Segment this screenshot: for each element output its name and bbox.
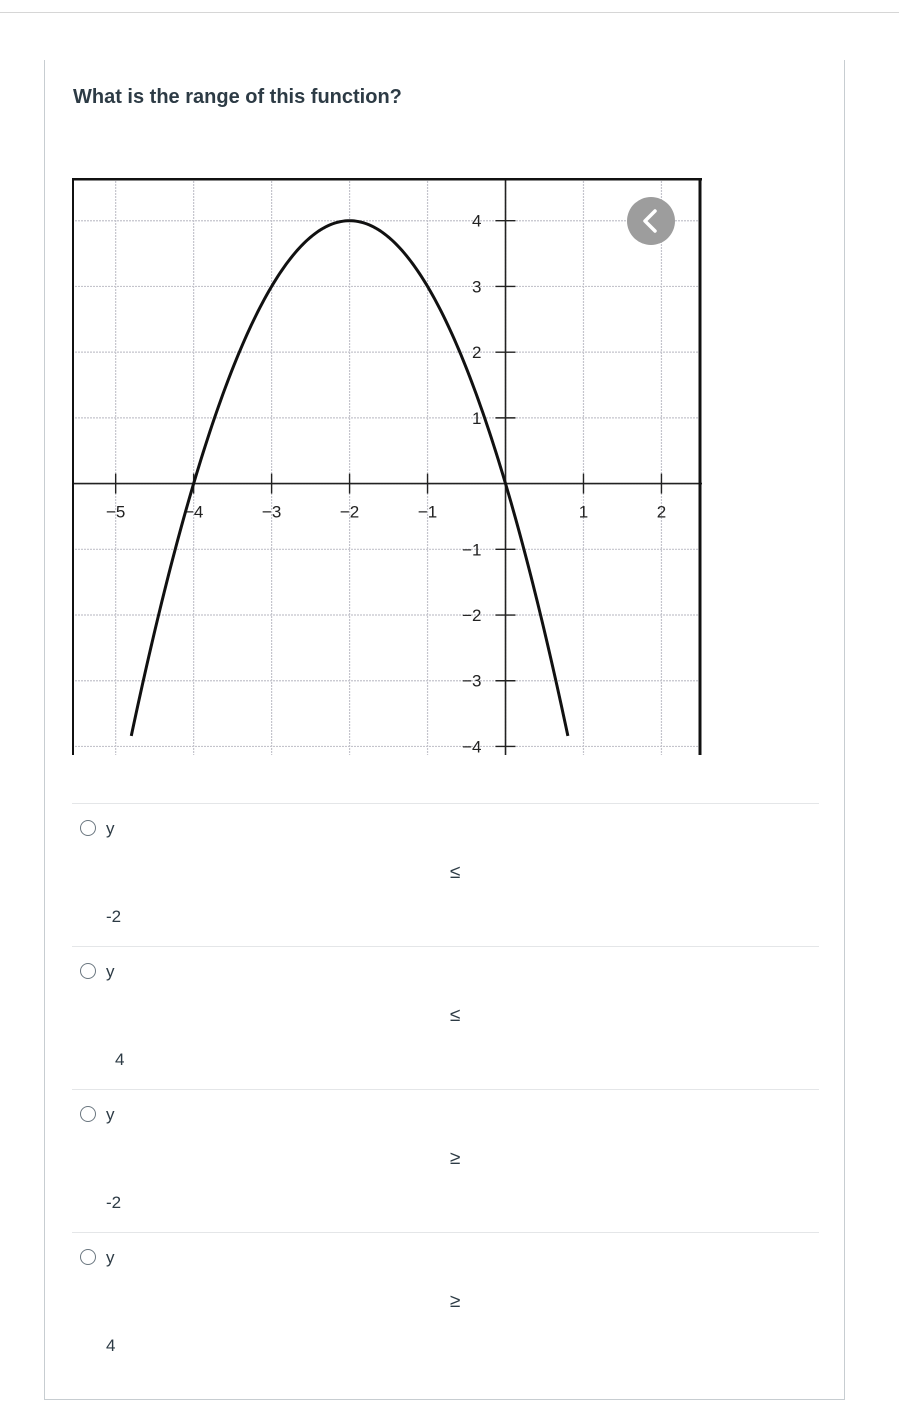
y-tick-label: −2 xyxy=(462,606,482,626)
radio-button[interactable] xyxy=(80,963,96,979)
y-tick-label: −4 xyxy=(462,737,482,755)
top-divider xyxy=(0,12,899,13)
answer-option[interactable] xyxy=(72,946,819,1088)
answer-variable: y xyxy=(106,962,115,981)
answer-variable: y xyxy=(106,1248,115,1267)
x-tick-label: −4 xyxy=(183,502,204,522)
inequality-symbol: ≥ xyxy=(450,1291,461,1312)
chevron-left-button[interactable] xyxy=(627,197,675,245)
x-tick-label: −1 xyxy=(417,502,438,522)
y-tick-label: 3 xyxy=(472,277,482,297)
answer-variable: y xyxy=(106,819,115,838)
answer-value: -2 xyxy=(106,907,122,926)
x-tick-label: −3 xyxy=(261,502,282,522)
answer-value: -2 xyxy=(106,1193,122,1212)
inequality-symbol: ≥ xyxy=(450,1148,461,1169)
y-tick-label: −1 xyxy=(462,540,482,560)
answer-option[interactable] xyxy=(72,803,819,945)
answer-option[interactable] xyxy=(72,1232,819,1374)
answer-option[interactable] xyxy=(72,1089,819,1231)
answer-value: 4 xyxy=(106,1336,116,1355)
x-tick-label: −2 xyxy=(339,502,360,522)
question-text: What is the range of this function? xyxy=(73,86,402,108)
inequality-symbol: ≤ xyxy=(450,862,461,883)
radio-button[interactable] xyxy=(80,1106,96,1122)
x-tick-label: 1 xyxy=(578,502,589,522)
x-tick-label: −5 xyxy=(105,502,126,522)
answer-value: 4 xyxy=(115,1050,125,1069)
plot-background xyxy=(72,178,702,755)
inequality-symbol: ≤ xyxy=(450,1005,461,1026)
radio-button[interactable] xyxy=(80,1249,96,1265)
y-tick-label: 2 xyxy=(472,343,482,363)
graph-svg xyxy=(72,178,702,755)
y-tick-label: 4 xyxy=(472,211,482,231)
answer-variable: y xyxy=(106,1105,115,1124)
y-tick-label: 1 xyxy=(472,408,482,428)
x-tick-label: 2 xyxy=(656,502,667,522)
radio-button[interactable] xyxy=(80,820,96,836)
function-graph xyxy=(72,178,702,755)
y-tick-label: −3 xyxy=(462,671,482,691)
